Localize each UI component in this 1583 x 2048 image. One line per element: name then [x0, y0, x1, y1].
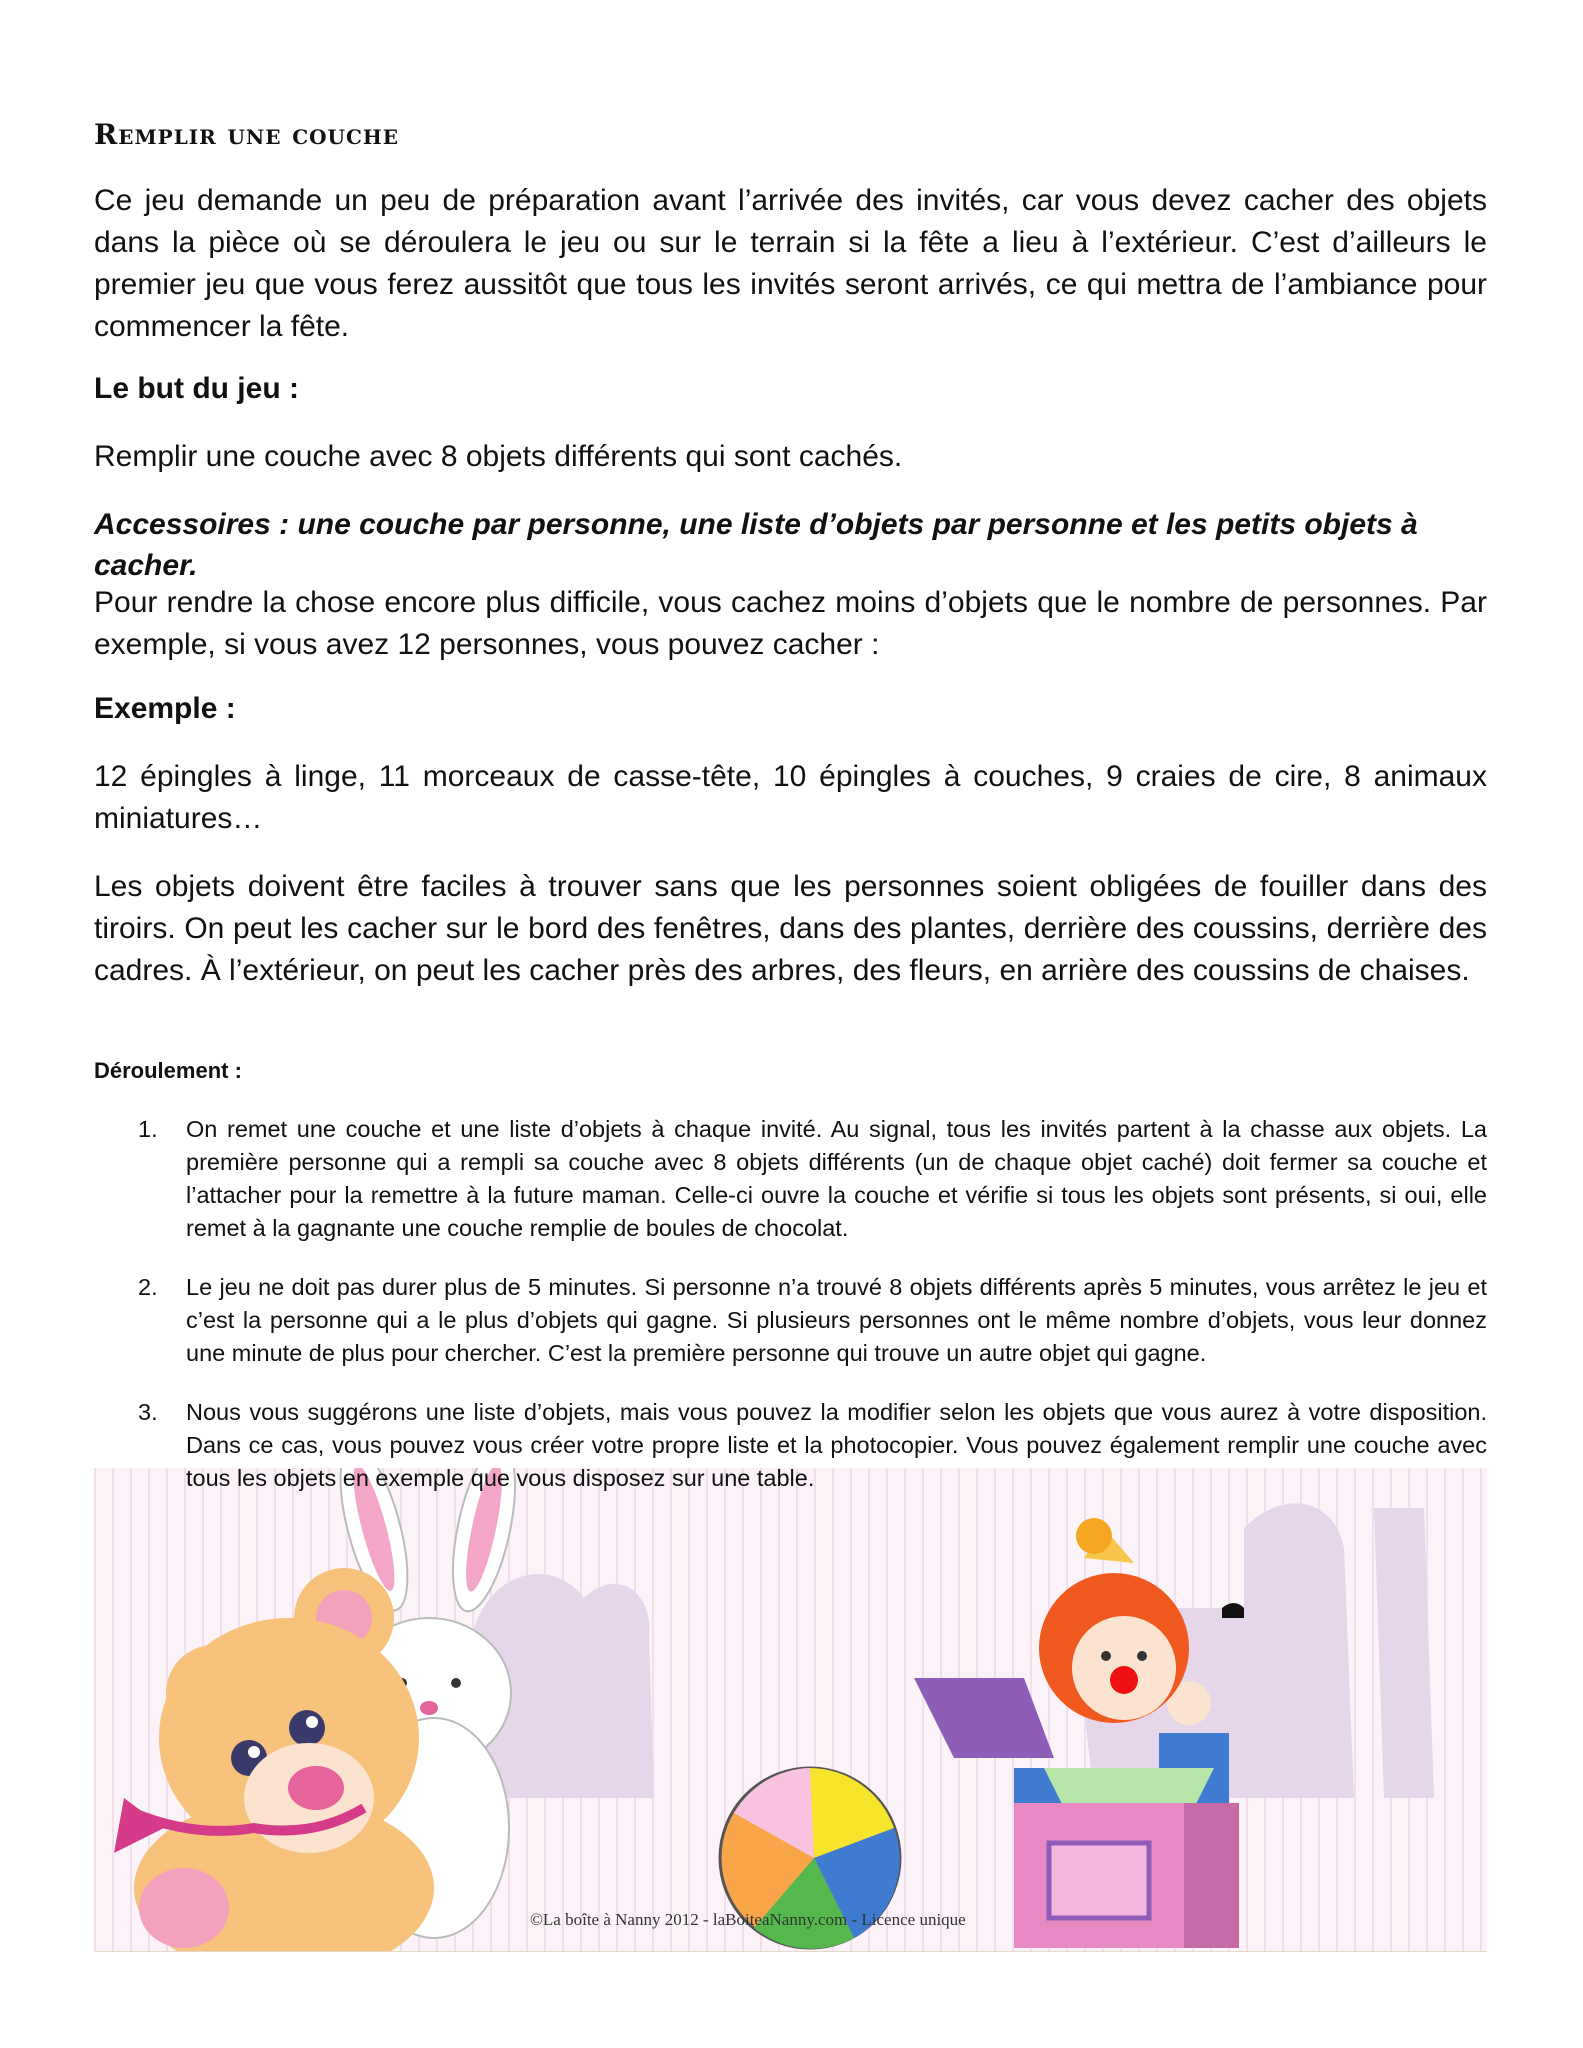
example-heading: Exemple : [94, 692, 236, 725]
step-text: Le jeu ne doit pas durer plus de 5 minutes. Si personne n’a trouvé 8 objets différents après 5 minutes, vous arrêtez le jeu et c’est la personne qui a le plus d’objets qui gagne. Si plusieurs personnes ont le même nombre d’objets, vous leur donnez une minute de plus pour chercher. C’est la première personne qui trouve un autre objet qui gagne. [186, 1274, 1487, 1366]
intro-paragraph: Ce jeu demande un peu de préparation avant l’arrivée des invités, car vous devez cacher des objets dans la pièce où se déroulera le jeu ou sur le terrain si la fête a lieu à l’extérieur. C’est d’ailleurs le premier jeu que vous ferez aussitôt que tous les invités seront arrivés, ce qui mettra de l’ambiance pour commencer la fête. [94, 184, 1487, 343]
steps-list [94, 1113, 1487, 1521]
example-text: 12 épingles à linge, 11 morceaux de casse-tête, 10 épingles à couches, 9 craies de cire, 8 animaux miniatures… [94, 760, 1487, 835]
goal-text: Remplir une couche avec 8 objets différents qui sont cachés. [94, 440, 903, 473]
step-number: 3. [138, 1399, 158, 1425]
footer-copyright: ©La boîte à Nanny 2012 - laBoiteaNanny.com - Licence unique [530, 1910, 966, 1929]
steps-heading: Déroulement : [94, 1058, 242, 1083]
step-number: 2. [138, 1274, 158, 1300]
step-text: Nous vous suggérons une liste d’objets, mais vous pouvez la modifier selon les objets que vous aurez à votre disposition. Dans ce cas, vous pouvez vous créer votre propre liste et la photocopier. Vous pouvez également remplir une couche avec tous les objets en exemple que vous disposez sur une table. [186, 1399, 1487, 1491]
toys-illustration [94, 1468, 1487, 1951]
list-item [94, 1396, 1487, 1495]
harder-paragraph: Pour rendre la chose encore plus difficile, vous cachez moins d’objets que le nombre de personnes. Par exemple, si vous avez 12 personnes, vous pouvez cacher : [94, 586, 1487, 661]
step-text: On remet une couche et une liste d’objets à chaque invité. Au signal, tous les invités partent à la chasse aux objets. La première personne qui a rempli sa couche avec 8 objets différents (un de chaque objet caché) doit fermer sa couche et l’attacher pour la remettre à la future maman. Celle-ci ouvre la couche et vérifie si tous les objets sont présents, si oui, elle remet à la gagnante une couche remplie de boules de chocolat. [186, 1116, 1487, 1241]
list-item [94, 1113, 1487, 1245]
hiding-paragraph: Les objets doivent être faciles à trouver sans que les personnes soient obligées de fouiller dans des tiroirs. On peut les cacher sur le bord des fenêtres, dans des plantes, derrière des coussins, derrière des cadres. À l’extérieur, on peut les cacher près des arbres, des fleurs, en arrière des coussins de chaises. [94, 870, 1487, 987]
goal-heading: Le but du jeu : [94, 372, 299, 405]
step-number: 1. [138, 1116, 158, 1142]
list-item [94, 1271, 1487, 1370]
page-title: Remplir une couche [94, 118, 400, 151]
accessories-text: Accessoires : une couche par personne, une liste d’objets par personne et les petits objets à cacher. [94, 508, 1418, 582]
